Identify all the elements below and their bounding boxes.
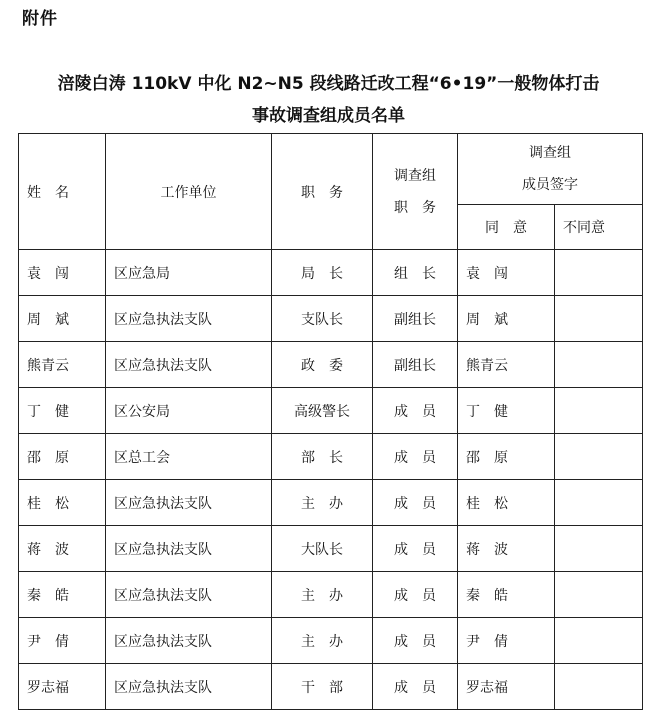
annex-label: 附件 [22,9,58,29]
cell-name: 邵 原 [19,434,106,480]
cell-unit: 区应急执法支队 [106,342,272,388]
table-row [19,296,643,342]
cell-position: 主 办 [272,618,373,664]
cell-role: 成 员 [373,572,458,618]
header-signature [458,134,643,205]
cell-role: 成 员 [373,618,458,664]
cell-unit: 区应急执法支队 [106,572,272,618]
cell-position: 局 长 [272,250,373,296]
document-title-line1: 涪陵白涛 110kV 中化 N2~N5 段线路迁改工程“6•19”一般物体打击 [57,74,600,94]
cell-role: 成 员 [373,664,458,710]
cell-unit: 区应急执法支队 [106,526,272,572]
cell-role: 组 长 [373,250,458,296]
cell-disagree-signature [555,250,643,296]
cell-unit: 区应急局 [106,250,272,296]
header-signature-line2: 成员签字 [522,177,578,193]
cell-disagree-signature [555,296,643,342]
cell-disagree-signature [555,526,643,572]
header-disagree: 不同意 [555,205,643,250]
cell-position: 支队长 [272,296,373,342]
cell-disagree-signature [555,572,643,618]
cell-name: 罗志福 [19,664,106,710]
cell-unit: 区应急执法支队 [106,296,272,342]
table-row [19,526,643,572]
cell-role: 成 员 [373,526,458,572]
document-title-line2: 事故调查组成员名单 [252,106,405,126]
cell-agree-signature: 熊青云 [458,342,555,388]
cell-position: 主 办 [272,572,373,618]
header-signature-line1: 调查组 [529,145,571,161]
cell-unit: 区应急执法支队 [106,480,272,526]
table-row [19,342,643,388]
cell-agree-signature: 秦 皓 [458,572,555,618]
cell-name: 蒋 波 [19,526,106,572]
header-name: 姓 名 [19,134,106,250]
table-row [19,434,643,480]
cell-position: 高级警长 [272,388,373,434]
cell-disagree-signature [555,664,643,710]
cell-name: 秦 皓 [19,572,106,618]
cell-name: 周 斌 [19,296,106,342]
cell-agree-signature: 袁 闯 [458,250,555,296]
header-group-role [373,134,458,250]
table-row [19,388,643,434]
cell-name: 桂 松 [19,480,106,526]
cell-position: 干 部 [272,664,373,710]
cell-agree-signature: 邵 原 [458,434,555,480]
cell-position: 大队长 [272,526,373,572]
cell-role: 成 员 [373,434,458,480]
cell-role: 成 员 [373,480,458,526]
cell-agree-signature: 罗志福 [458,664,555,710]
cell-name: 丁 健 [19,388,106,434]
header-row [19,134,643,205]
cell-agree-signature: 丁 健 [458,388,555,434]
header-position: 职 务 [272,134,373,250]
investigation-team-table [18,133,643,710]
cell-role: 副组长 [373,296,458,342]
cell-unit: 区应急执法支队 [106,618,272,664]
cell-unit: 区应急执法支队 [106,664,272,710]
cell-role: 成 员 [373,388,458,434]
header-group-role-line2: 职 务 [394,199,436,216]
cell-agree-signature: 周 斌 [458,296,555,342]
table-row [19,572,643,618]
cell-disagree-signature [555,434,643,480]
cell-name: 尹 倩 [19,618,106,664]
table-row [19,618,643,664]
cell-position: 主 办 [272,480,373,526]
cell-agree-signature: 桂 松 [458,480,555,526]
cell-position: 政 委 [272,342,373,388]
header-agree: 同 意 [458,205,555,250]
cell-position: 部 长 [272,434,373,480]
cell-disagree-signature [555,342,643,388]
cell-agree-signature: 尹 倩 [458,618,555,664]
cell-disagree-signature [555,388,643,434]
cell-disagree-signature [555,480,643,526]
cell-role: 副组长 [373,342,458,388]
header-group-role-line1: 调查组 [394,167,436,184]
table-row [19,250,643,296]
cell-unit: 区公安局 [106,388,272,434]
cell-agree-signature: 蒋 波 [458,526,555,572]
cell-disagree-signature [555,618,643,664]
header-unit: 工作单位 [106,134,272,250]
table-row [19,480,643,526]
table-row [19,664,643,710]
cell-unit: 区总工会 [106,434,272,480]
cell-name: 袁 闯 [19,250,106,296]
cell-name: 熊青云 [19,342,106,388]
